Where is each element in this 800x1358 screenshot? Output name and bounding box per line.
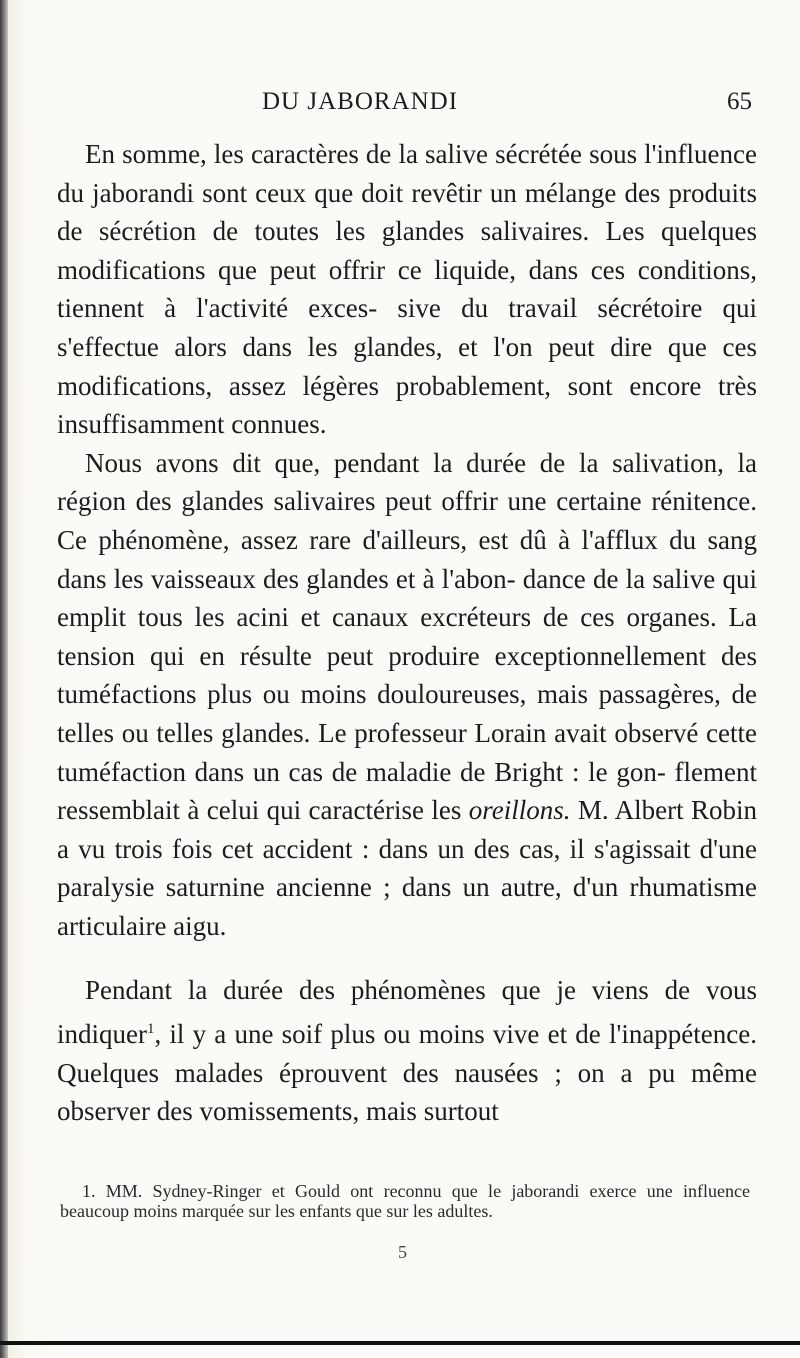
paragraph-1: En somme, les caractères de la salive sécrétée sous l'influence du jaborandi sont ceux que doit revêtir un mélange des produits de sécrétion de toutes les glandes salivaires. Les quelques modifications que peut offrir ce liquide, dans ces conditions, tiennent à l'activité exces- sive du travail sécrétoire qui s'effectue alors dans les glandes, et l'on peut dire que ces modifications, assez légères probablement, sont encore très insuffisamment connues. <box>57 139 757 440</box>
footnote-reference: 1 <box>146 1021 155 1038</box>
page-header <box>62 88 762 128</box>
paragraph-3 <box>57 971 757 1130</box>
paragraph-3-text: Pendant la durée des phénomènes que je viens de vous indiquer <box>57 975 757 1050</box>
bottom-edge <box>0 1341 800 1345</box>
page-number: 65 <box>727 88 752 115</box>
paragraph-2-text-cont: M. Albert Robin a vu trois fois cet accident : dans un des cas, il s'agissait d'une paralysie saturnine ancienne ; dans un autre, d'un rhumatisme articulaire aigu. <box>57 795 757 941</box>
footnote-text: 1. MM. Sydney-Ringer et Gould ont reconnu que le jaborandi exerce une influence beaucoup moins marquée sur les enfants que sur les adultes. <box>60 1181 750 1221</box>
paragraph-2 <box>57 444 757 946</box>
italic-term: oreillons. <box>468 795 571 826</box>
paragraph-2-text: Nous avons dit que, pendant la durée de la salivation, la région des glandes salivaires peut offrir une certaine rénitence. Ce phénomène, assez rare d'ailleurs, est dû à l'afflux du sang dans les vaisseaux des glandes et à l'abon- dance de la salive qui emplit tous les acini et canaux excréteurs de ces organes. La tension qui en résulte peut produire exceptionnellement des tuméfactions plus ou moins douloureuses, mais passagères, de telles ou telles glandes. Le professeur Lorain avait observé cette tuméfaction dans un cas de maladie de Bright : le gon- flement ressemblait à celui qui caractérise les <box>57 447 757 826</box>
running-title: DU JABORANDI <box>262 88 459 115</box>
binding-edge <box>0 0 8 1358</box>
footnote <box>60 1181 750 1221</box>
signature-mark: 5 <box>398 1242 407 1262</box>
body-text <box>57 135 757 1131</box>
paragraph-3-text-cont: , il y a une soif plus ou moins vive et de l'inappétence. Quelques malades éprouvent des nausées ; on a pu même observer des vomissements, mais surtout <box>57 1019 757 1127</box>
